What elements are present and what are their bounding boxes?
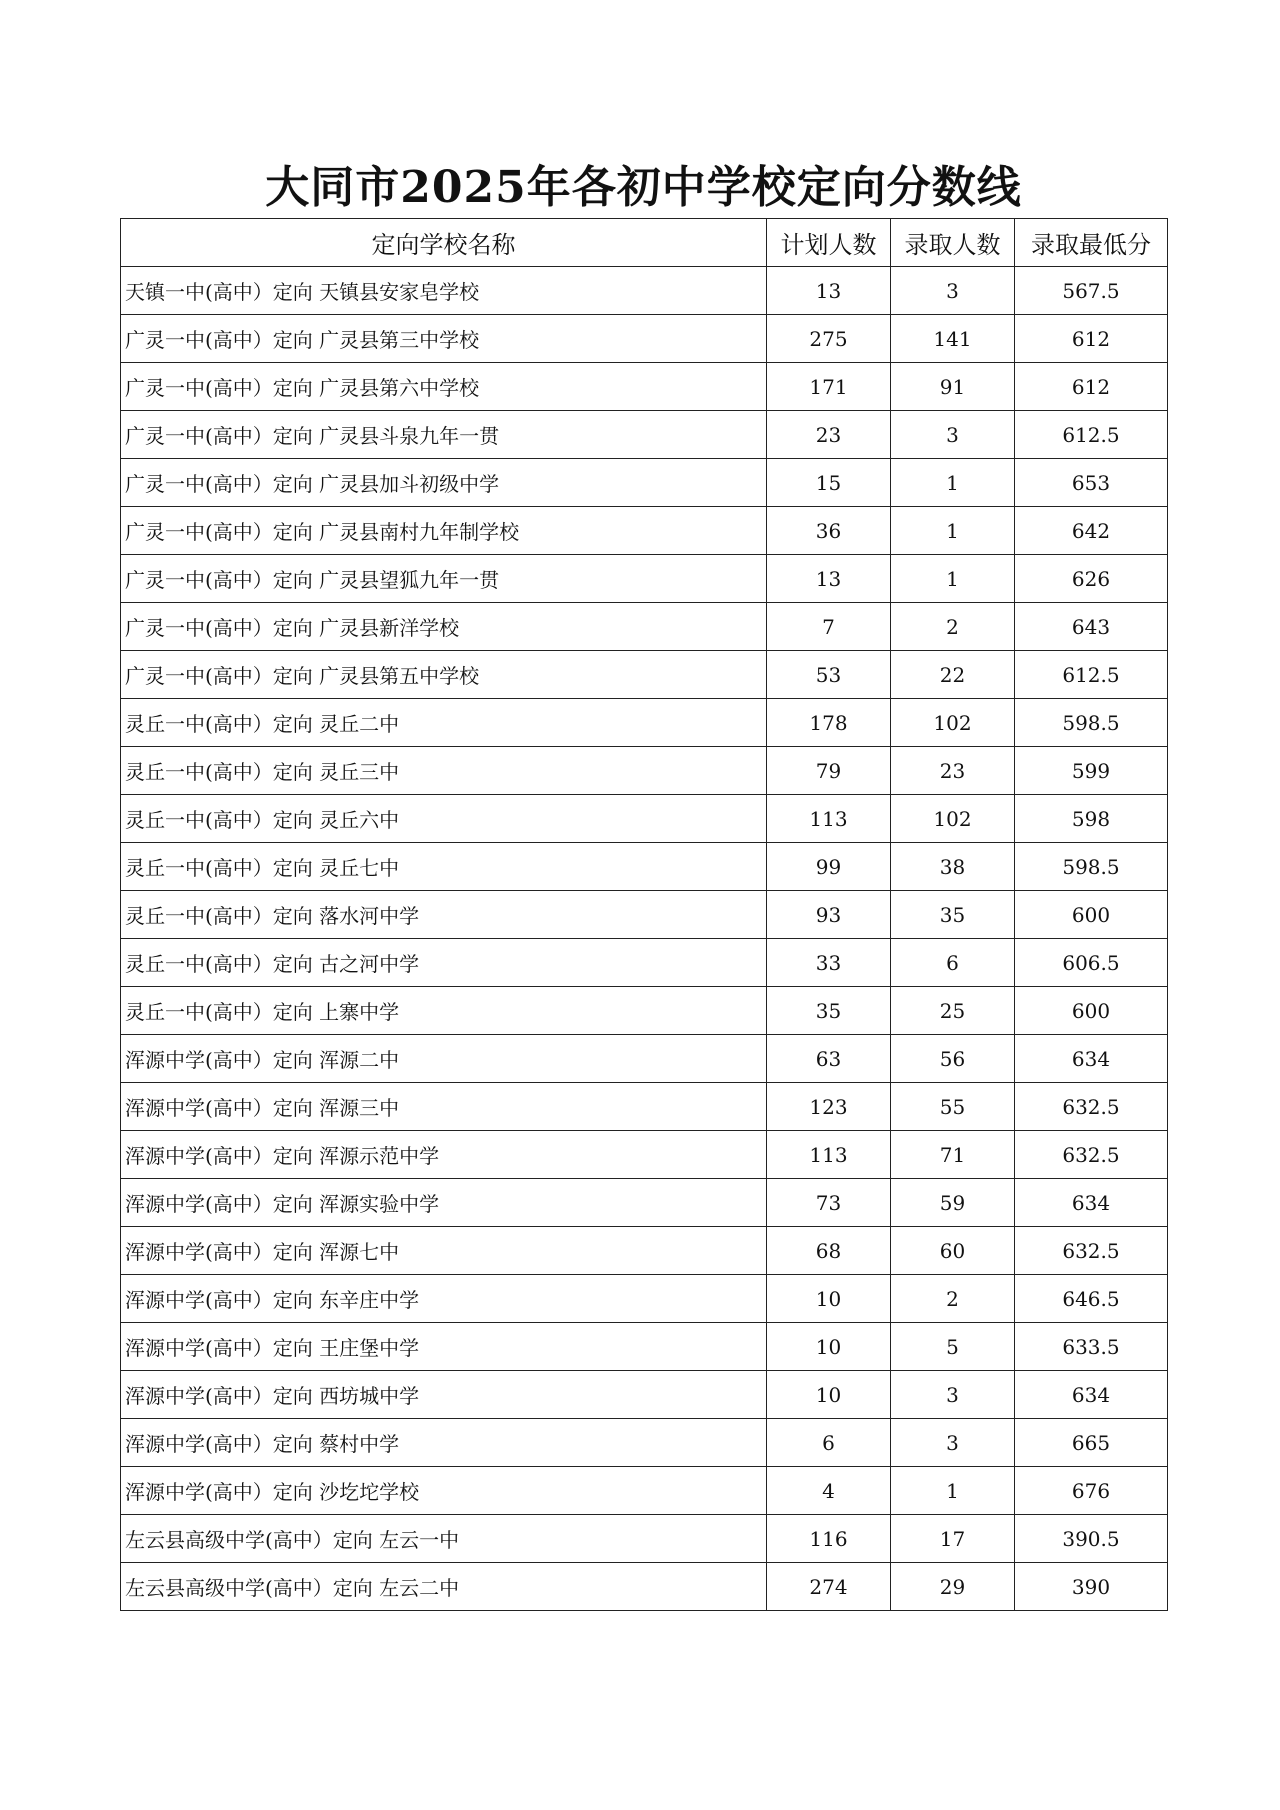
min-score-cell: 390.5 (1015, 1515, 1168, 1563)
admitted-count-cell: 60 (891, 1227, 1015, 1275)
table-row (121, 507, 1168, 555)
admitted-count-cell: 25 (891, 987, 1015, 1035)
school-name-cell: 灵丘一中(高中）定向 上寨中学 (121, 987, 767, 1035)
school-name-cell: 广灵一中(高中）定向 广灵县新洋学校 (121, 603, 767, 651)
plan-count-cell: 63 (767, 1035, 891, 1083)
plan-count-cell: 93 (767, 891, 891, 939)
table-row (121, 1275, 1168, 1323)
plan-count-cell: 68 (767, 1227, 891, 1275)
table-row (121, 795, 1168, 843)
table-row (121, 1563, 1168, 1611)
table-body (121, 267, 1168, 1611)
table-row (121, 315, 1168, 363)
plan-count-cell: 275 (767, 315, 891, 363)
plan-count-cell: 4 (767, 1467, 891, 1515)
school-name-cell: 浑源中学(高中）定向 王庄堡中学 (121, 1323, 767, 1371)
min-score-cell: 567.5 (1015, 267, 1168, 315)
min-score-cell: 632.5 (1015, 1083, 1168, 1131)
min-score-cell: 606.5 (1015, 939, 1168, 987)
table-header (121, 219, 1168, 267)
min-score-cell: 598 (1015, 795, 1168, 843)
table-row (121, 603, 1168, 651)
table-row (121, 699, 1168, 747)
min-score-cell: 642 (1015, 507, 1168, 555)
admitted-count-cell: 5 (891, 1323, 1015, 1371)
min-score-cell: 612 (1015, 315, 1168, 363)
school-name-cell: 广灵一中(高中）定向 广灵县望狐九年一贯 (121, 555, 767, 603)
school-name-cell: 灵丘一中(高中）定向 灵丘六中 (121, 795, 767, 843)
header-school-name: 定向学校名称 (121, 219, 767, 267)
plan-count-cell: 10 (767, 1371, 891, 1419)
school-name-cell: 灵丘一中(高中）定向 落水河中学 (121, 891, 767, 939)
header-row (121, 219, 1168, 267)
min-score-cell: 633.5 (1015, 1323, 1168, 1371)
plan-count-cell: 36 (767, 507, 891, 555)
min-score-cell: 646.5 (1015, 1275, 1168, 1323)
plan-count-cell: 10 (767, 1275, 891, 1323)
admitted-count-cell: 1 (891, 1467, 1015, 1515)
school-name-cell: 浑源中学(高中）定向 沙圪坨学校 (121, 1467, 767, 1515)
school-name-cell: 灵丘一中(高中）定向 灵丘三中 (121, 747, 767, 795)
admitted-count-cell: 17 (891, 1515, 1015, 1563)
plan-count-cell: 33 (767, 939, 891, 987)
table-row (121, 939, 1168, 987)
plan-count-cell: 53 (767, 651, 891, 699)
table-row (121, 1371, 1168, 1419)
plan-count-cell: 13 (767, 555, 891, 603)
plan-count-cell: 15 (767, 459, 891, 507)
min-score-cell: 632.5 (1015, 1131, 1168, 1179)
min-score-cell: 600 (1015, 891, 1168, 939)
plan-count-cell: 123 (767, 1083, 891, 1131)
min-score-cell: 626 (1015, 555, 1168, 603)
min-score-cell: 612.5 (1015, 651, 1168, 699)
table-row (121, 1323, 1168, 1371)
school-name-cell: 灵丘一中(高中）定向 灵丘二中 (121, 699, 767, 747)
admitted-count-cell: 1 (891, 459, 1015, 507)
plan-count-cell: 35 (767, 987, 891, 1035)
school-name-cell: 广灵一中(高中）定向 广灵县第三中学校 (121, 315, 767, 363)
admitted-count-cell: 38 (891, 843, 1015, 891)
table-row (121, 459, 1168, 507)
school-name-cell: 广灵一中(高中）定向 广灵县第五中学校 (121, 651, 767, 699)
table-row (121, 1227, 1168, 1275)
min-score-cell: 598.5 (1015, 843, 1168, 891)
admitted-count-cell: 3 (891, 1419, 1015, 1467)
school-name-cell: 浑源中学(高中）定向 浑源七中 (121, 1227, 767, 1275)
admitted-count-cell: 71 (891, 1131, 1015, 1179)
min-score-cell: 634 (1015, 1371, 1168, 1419)
table-row (121, 987, 1168, 1035)
school-name-cell: 广灵一中(高中）定向 广灵县南村九年制学校 (121, 507, 767, 555)
plan-count-cell: 171 (767, 363, 891, 411)
school-name-cell: 左云县高级中学(高中）定向 左云二中 (121, 1563, 767, 1611)
table-row (121, 1083, 1168, 1131)
table-row (121, 267, 1168, 315)
admitted-count-cell: 3 (891, 1371, 1015, 1419)
min-score-cell: 598.5 (1015, 699, 1168, 747)
min-score-cell: 676 (1015, 1467, 1168, 1515)
admitted-count-cell: 1 (891, 507, 1015, 555)
table-row (121, 651, 1168, 699)
min-score-cell: 643 (1015, 603, 1168, 651)
plan-count-cell: 73 (767, 1179, 891, 1227)
table-row (121, 1515, 1168, 1563)
plan-count-cell: 113 (767, 1131, 891, 1179)
plan-count-cell: 99 (767, 843, 891, 891)
min-score-cell: 612.5 (1015, 411, 1168, 459)
plan-count-cell: 23 (767, 411, 891, 459)
table-row (121, 747, 1168, 795)
admitted-count-cell: 6 (891, 939, 1015, 987)
table-row (121, 1419, 1168, 1467)
plan-count-cell: 113 (767, 795, 891, 843)
school-name-cell: 浑源中学(高中）定向 浑源实验中学 (121, 1179, 767, 1227)
plan-count-cell: 178 (767, 699, 891, 747)
page-title: 大同市2025年各初中学校定向分数线 (265, 162, 1022, 213)
admitted-count-cell: 1 (891, 555, 1015, 603)
school-name-cell: 浑源中学(高中）定向 蔡村中学 (121, 1419, 767, 1467)
table-row (121, 1035, 1168, 1083)
admitted-count-cell: 29 (891, 1563, 1015, 1611)
school-name-cell: 浑源中学(高中）定向 浑源二中 (121, 1035, 767, 1083)
plan-count-cell: 116 (767, 1515, 891, 1563)
table-row (121, 363, 1168, 411)
min-score-cell: 634 (1015, 1179, 1168, 1227)
school-name-cell: 灵丘一中(高中）定向 古之河中学 (121, 939, 767, 987)
min-score-cell: 390 (1015, 1563, 1168, 1611)
school-name-cell: 广灵一中(高中）定向 广灵县加斗初级中学 (121, 459, 767, 507)
school-name-cell: 浑源中学(高中）定向 浑源示范中学 (121, 1131, 767, 1179)
admitted-count-cell: 3 (891, 267, 1015, 315)
min-score-cell: 632.5 (1015, 1227, 1168, 1275)
school-name-cell: 广灵一中(高中）定向 广灵县第六中学校 (121, 363, 767, 411)
plan-count-cell: 13 (767, 267, 891, 315)
min-score-cell: 612 (1015, 363, 1168, 411)
header-min-score: 录取最低分 (1015, 219, 1168, 267)
school-name-cell: 天镇一中(高中）定向 天镇县安家皂学校 (121, 267, 767, 315)
min-score-cell: 665 (1015, 1419, 1168, 1467)
min-score-cell: 653 (1015, 459, 1168, 507)
admitted-count-cell: 102 (891, 699, 1015, 747)
plan-count-cell: 274 (767, 1563, 891, 1611)
header-admitted-count: 录取人数 (891, 219, 1015, 267)
admitted-count-cell: 23 (891, 747, 1015, 795)
plan-count-cell: 79 (767, 747, 891, 795)
min-score-cell: 600 (1015, 987, 1168, 1035)
table-row (121, 891, 1168, 939)
header-plan-count: 计划人数 (767, 219, 891, 267)
plan-count-cell: 7 (767, 603, 891, 651)
school-name-cell: 浑源中学(高中）定向 浑源三中 (121, 1083, 767, 1131)
admitted-count-cell: 35 (891, 891, 1015, 939)
school-name-cell: 广灵一中(高中）定向 广灵县斗泉九年一贯 (121, 411, 767, 459)
admitted-count-cell: 2 (891, 1275, 1015, 1323)
admitted-count-cell: 3 (891, 411, 1015, 459)
table-row (121, 1131, 1168, 1179)
school-name-cell: 灵丘一中(高中）定向 灵丘七中 (121, 843, 767, 891)
admitted-count-cell: 59 (891, 1179, 1015, 1227)
admitted-count-cell: 22 (891, 651, 1015, 699)
min-score-cell: 634 (1015, 1035, 1168, 1083)
table-row (121, 411, 1168, 459)
admitted-count-cell: 141 (891, 315, 1015, 363)
table-row (121, 555, 1168, 603)
admitted-count-cell: 102 (891, 795, 1015, 843)
admitted-count-cell: 55 (891, 1083, 1015, 1131)
table-row (121, 843, 1168, 891)
min-score-cell: 599 (1015, 747, 1168, 795)
admitted-count-cell: 56 (891, 1035, 1015, 1083)
school-name-cell: 左云县高级中学(高中）定向 左云一中 (121, 1515, 767, 1563)
table-row (121, 1467, 1168, 1515)
table-row (121, 1179, 1168, 1227)
score-table (120, 218, 1168, 1611)
admitted-count-cell: 91 (891, 363, 1015, 411)
plan-count-cell: 10 (767, 1323, 891, 1371)
school-name-cell: 浑源中学(高中）定向 东辛庄中学 (121, 1275, 767, 1323)
plan-count-cell: 6 (767, 1419, 891, 1467)
school-name-cell: 浑源中学(高中）定向 西坊城中学 (121, 1371, 767, 1419)
admitted-count-cell: 2 (891, 603, 1015, 651)
